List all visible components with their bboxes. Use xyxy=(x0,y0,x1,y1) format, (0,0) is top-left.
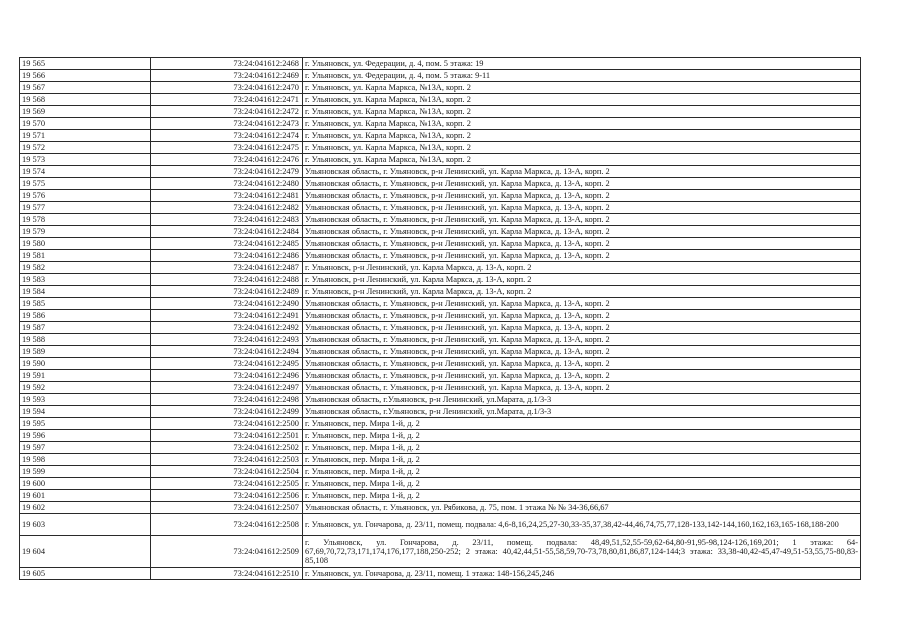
row-number-cell: 19 580 xyxy=(20,238,151,250)
table-row xyxy=(20,536,861,568)
address-cell: г. Ульяновск, пер. Мира 1-й, д. 2 xyxy=(303,418,861,430)
table-row xyxy=(20,334,861,346)
table-row xyxy=(20,310,861,322)
cadastral-number-cell: 73:24:041612:2500 xyxy=(151,418,303,430)
address-cell: Ульяновская область, г. Ульяновск, р-н Ленинский, ул. Карла Маркса, д. 13-А, корп. 2 xyxy=(303,214,861,226)
cadastral-number-cell: 73:24:041612:2495 xyxy=(151,358,303,370)
table-row xyxy=(20,142,861,154)
table-row xyxy=(20,70,861,82)
address-cell: Ульяновская область, г. Ульяновск, р-н Ленинский, ул. Карла Маркса, д. 13-А, корп. 2 xyxy=(303,250,861,262)
table-row xyxy=(20,568,861,580)
row-number-cell: 19 568 xyxy=(20,94,151,106)
table-row xyxy=(20,166,861,178)
row-number-cell: 19 602 xyxy=(20,502,151,514)
cadastral-number-cell: 73:24:041612:2481 xyxy=(151,190,303,202)
cadastral-number-cell: 73:24:041612:2498 xyxy=(151,394,303,406)
row-number-cell: 19 569 xyxy=(20,106,151,118)
table-row xyxy=(20,106,861,118)
address-cell: г. Ульяновск, р-н Ленинский, ул. Карла Маркса, д. 13-А, корп. 2 xyxy=(303,286,861,298)
address-cell: Ульяновская область, г. Ульяновск, р-н Ленинский, ул. Карла Маркса, д. 13-А, корп. 2 xyxy=(303,202,861,214)
row-number-cell: 19 574 xyxy=(20,166,151,178)
address-cell: Ульяновская область, г.Ульяновск, р-н Ленинский, ул.Марата, д.1/3-3 xyxy=(303,406,861,418)
table-row xyxy=(20,382,861,394)
cadastral-number-cell: 73:24:041612:2496 xyxy=(151,370,303,382)
cadastral-number-cell: 73:24:041612:2502 xyxy=(151,442,303,454)
cadastral-number-cell: 73:24:041612:2475 xyxy=(151,142,303,154)
row-number-cell: 19 582 xyxy=(20,262,151,274)
cadastral-number-cell: 73:24:041612:2468 xyxy=(151,58,303,70)
cadastral-table xyxy=(19,57,861,580)
row-number-cell: 19 584 xyxy=(20,286,151,298)
row-number-cell: 19 598 xyxy=(20,454,151,466)
row-number-cell: 19 577 xyxy=(20,202,151,214)
row-number-cell: 19 593 xyxy=(20,394,151,406)
row-number-cell: 19 597 xyxy=(20,442,151,454)
row-number-cell: 19 604 xyxy=(20,536,151,568)
table-row xyxy=(20,478,861,490)
address-cell: Ульяновская область, г. Ульяновск, р-н Ленинский, ул. Карла Маркса, д. 13-А, корп. 2 xyxy=(303,298,861,310)
row-number-cell: 19 578 xyxy=(20,214,151,226)
address-cell: г. Ульяновск, ул. Федерации, д. 4, пом. 5 этажа: 9-11 xyxy=(303,70,861,82)
row-number-cell: 19 571 xyxy=(20,130,151,142)
address-cell: Ульяновская область, г. Ульяновск, р-н Ленинский, ул. Карла Маркса, д. 13-А, корп. 2 xyxy=(303,238,861,250)
table-row xyxy=(20,202,861,214)
address-cell: Ульяновская область, г. Ульяновск, р-н Ленинский, ул. Карла Маркса, д. 13-А, корп. 2 xyxy=(303,310,861,322)
address-cell: г. Ульяновск, ул. Гончарова, д. 23/11, помещ. 1 этажа: 148-156,245,246 xyxy=(303,568,861,580)
address-cell: г. Ульяновск, пер. Мира 1-й, д. 2 xyxy=(303,454,861,466)
row-number-cell: 19 579 xyxy=(20,226,151,238)
address-cell: г. Ульяновск, ул. Карла Маркса, №13А, корп. 2 xyxy=(303,118,861,130)
address-cell: г. Ульяновск, пер. Мира 1-й, д. 2 xyxy=(303,466,861,478)
address-cell: г. Ульяновск, ул. Карла Маркса, №13А, корп. 2 xyxy=(303,94,861,106)
cadastral-number-cell: 73:24:041612:2469 xyxy=(151,70,303,82)
cadastral-number-cell: 73:24:041612:2474 xyxy=(151,130,303,142)
row-number-cell: 19 595 xyxy=(20,418,151,430)
cadastral-number-cell: 73:24:041612:2504 xyxy=(151,466,303,478)
address-cell: Ульяновская область, г. Ульяновск, р-н Ленинский, ул. Карла Маркса, д. 13-А, корп. 2 xyxy=(303,382,861,394)
row-number-cell: 19 570 xyxy=(20,118,151,130)
address-cell: г. Ульяновск, ул. Карла Маркса, №13А, корп. 2 xyxy=(303,154,861,166)
row-number-cell: 19 576 xyxy=(20,190,151,202)
row-number-cell: 19 603 xyxy=(20,514,151,536)
address-cell: Ульяновская область, г. Ульяновск, р-н Ленинский, ул. Карла Маркса, д. 13-А, корп. 2 xyxy=(303,322,861,334)
address-cell: г. Ульяновск, пер. Мира 1-й, д. 2 xyxy=(303,490,861,502)
address-cell: Ульяновская область, г. Ульяновск, р-н Ленинский, ул. Карла Маркса, д. 13-А, корп. 2 xyxy=(303,370,861,382)
row-number-cell: 19 586 xyxy=(20,310,151,322)
cadastral-number-cell: 73:24:041612:2503 xyxy=(151,454,303,466)
row-number-cell: 19 566 xyxy=(20,70,151,82)
cadastral-number-cell: 73:24:041612:2470 xyxy=(151,82,303,94)
cadastral-number-cell: 73:24:041612:2480 xyxy=(151,178,303,190)
cadastral-number-cell: 73:24:041612:2505 xyxy=(151,478,303,490)
cadastral-number-cell: 73:24:041612:2491 xyxy=(151,310,303,322)
address-cell: Ульяновская область, г. Ульяновск, р-н Ленинский, ул. Карла Маркса, д. 13-А, корп. 2 xyxy=(303,358,861,370)
cadastral-number-cell: 73:24:041612:2509 xyxy=(151,536,303,568)
table-row xyxy=(20,274,861,286)
table-row xyxy=(20,430,861,442)
address-cell: г. Ульяновск, ул. Карла Маркса, №13А, корп. 2 xyxy=(303,106,861,118)
table-row xyxy=(20,394,861,406)
address-cell: г. Ульяновск, пер. Мира 1-й, д. 2 xyxy=(303,478,861,490)
table-row xyxy=(20,250,861,262)
table-row xyxy=(20,226,861,238)
cadastral-number-cell: 73:24:041612:2485 xyxy=(151,238,303,250)
address-cell: Ульяновская область, г. Ульяновск, р-н Ленинский, ул. Карла Маркса, д. 13-А, корп. 2 xyxy=(303,226,861,238)
cadastral-number-cell: 73:24:041612:2484 xyxy=(151,226,303,238)
address-cell: г. Ульяновск, ул. Гончарова, д. 23/11, помещ. подвала: 4,6-8,16,24,25,27-30,33-35,37,38,42-44,46,74,75,77,128-133,142-144,160,162,163,165-168,188-200 xyxy=(303,514,861,536)
address-cell: Ульяновская область, г. Ульяновск, ул. Рябикова, д. 75, пом. 1 этажа № № 34-36,66,67 xyxy=(303,502,861,514)
table-row xyxy=(20,418,861,430)
row-number-cell: 19 588 xyxy=(20,334,151,346)
cadastral-number-cell: 73:24:041612:2497 xyxy=(151,382,303,394)
cadastral-number-cell: 73:24:041612:2473 xyxy=(151,118,303,130)
row-number-cell: 19 589 xyxy=(20,346,151,358)
table-row xyxy=(20,322,861,334)
row-number-cell: 19 592 xyxy=(20,382,151,394)
row-number-cell: 19 587 xyxy=(20,322,151,334)
table-row xyxy=(20,118,861,130)
address-cell: Ульяновская область, г.Ульяновск, р-н Ленинский, ул.Марата, д.1/3-3 xyxy=(303,394,861,406)
address-cell: г. Ульяновск, ул. Гончарова, д. 23/11, помещ. подвала: 48,49,51,52,55-59,62-64,80-91,95-98,124-126,169,201; 1 этажа: 64-67,69,70,72,73,171,174,176,177,188,250-252; 2 этажа: 40,42,44,51-55,58,59,70-73,78,80,81,86,87,124-144;3 этажа: 33,38-40,42-45,47-49,51-53,55,75-80,83-85,108 xyxy=(303,536,861,568)
table-row xyxy=(20,94,861,106)
row-number-cell: 19 581 xyxy=(20,250,151,262)
address-cell: Ульяновская область, г. Ульяновск, р-н Ленинский, ул. Карла Маркса, д. 13-А, корп. 2 xyxy=(303,178,861,190)
row-number-cell: 19 599 xyxy=(20,466,151,478)
address-cell: г. Ульяновск, ул. Федерации, д. 4, пом. 5 этажа: 19 xyxy=(303,58,861,70)
cadastral-number-cell: 73:24:041612:2506 xyxy=(151,490,303,502)
row-number-cell: 19 590 xyxy=(20,358,151,370)
row-number-cell: 19 583 xyxy=(20,274,151,286)
cadastral-number-cell: 73:24:041612:2488 xyxy=(151,274,303,286)
cadastral-number-cell: 73:24:041612:2479 xyxy=(151,166,303,178)
cadastral-number-cell: 73:24:041612:2482 xyxy=(151,202,303,214)
table-body xyxy=(20,58,861,580)
address-cell: г. Ульяновск, р-н Ленинский, ул. Карла Маркса, д. 13-А, корп. 2 xyxy=(303,262,861,274)
address-cell: г. Ульяновск, ул. Карла Маркса, №13А, корп. 2 xyxy=(303,130,861,142)
cadastral-number-cell: 73:24:041612:2487 xyxy=(151,262,303,274)
table-row xyxy=(20,502,861,514)
address-cell: Ульяновская область, г. Ульяновск, р-н Ленинский, ул. Карла Маркса, д. 13-А, корп. 2 xyxy=(303,190,861,202)
row-number-cell: 19 591 xyxy=(20,370,151,382)
row-number-cell: 19 565 xyxy=(20,58,151,70)
cadastral-number-cell: 73:24:041612:2472 xyxy=(151,106,303,118)
table-row xyxy=(20,298,861,310)
address-cell: Ульяновская область, г. Ульяновск, р-н Ленинский, ул. Карла Маркса, д. 13-А, корп. 2 xyxy=(303,346,861,358)
address-cell: Ульяновская область, г. Ульяновск, р-н Ленинский, ул. Карла Маркса, д. 13-А, корп. 2 xyxy=(303,166,861,178)
cadastral-number-cell: 73:24:041612:2483 xyxy=(151,214,303,226)
cadastral-number-cell: 73:24:041612:2494 xyxy=(151,346,303,358)
table-row xyxy=(20,442,861,454)
table-row xyxy=(20,178,861,190)
table-row xyxy=(20,262,861,274)
cadastral-number-cell: 73:24:041612:2486 xyxy=(151,250,303,262)
cadastral-number-cell: 73:24:041612:2471 xyxy=(151,94,303,106)
row-number-cell: 19 573 xyxy=(20,154,151,166)
table-row xyxy=(20,514,861,536)
table-row xyxy=(20,286,861,298)
row-number-cell: 19 601 xyxy=(20,490,151,502)
table-row xyxy=(20,370,861,382)
cadastral-number-cell: 73:24:041612:2493 xyxy=(151,334,303,346)
cadastral-number-cell: 73:24:041612:2507 xyxy=(151,502,303,514)
address-cell: Ульяновская область, г. Ульяновск, р-н Ленинский, ул. Карла Маркса, д. 13-А, корп. 2 xyxy=(303,334,861,346)
address-cell: г. Ульяновск, р-н Ленинский, ул. Карла Маркса, д. 13-А, корп. 2 xyxy=(303,274,861,286)
table-row xyxy=(20,154,861,166)
cadastral-number-cell: 73:24:041612:2499 xyxy=(151,406,303,418)
row-number-cell: 19 594 xyxy=(20,406,151,418)
registry-sheet xyxy=(19,57,860,580)
cadastral-number-cell: 73:24:041612:2490 xyxy=(151,298,303,310)
cadastral-number-cell: 73:24:041612:2489 xyxy=(151,286,303,298)
row-number-cell: 19 572 xyxy=(20,142,151,154)
cadastral-number-cell: 73:24:041612:2508 xyxy=(151,514,303,536)
address-cell: г. Ульяновск, ул. Карла Маркса, №13А, корп. 2 xyxy=(303,82,861,94)
table-row xyxy=(20,490,861,502)
table-row xyxy=(20,346,861,358)
table-row xyxy=(20,130,861,142)
table-row xyxy=(20,82,861,94)
row-number-cell: 19 596 xyxy=(20,430,151,442)
table-row xyxy=(20,58,861,70)
address-cell: г. Ульяновск, пер. Мира 1-й, д. 2 xyxy=(303,430,861,442)
row-number-cell: 19 575 xyxy=(20,178,151,190)
cadastral-number-cell: 73:24:041612:2476 xyxy=(151,154,303,166)
address-cell: г. Ульяновск, ул. Карла Маркса, №13А, корп. 2 xyxy=(303,142,861,154)
table-row xyxy=(20,358,861,370)
cadastral-number-cell: 73:24:041612:2510 xyxy=(151,568,303,580)
table-row xyxy=(20,214,861,226)
table-row xyxy=(20,406,861,418)
row-number-cell: 19 600 xyxy=(20,478,151,490)
cadastral-number-cell: 73:24:041612:2492 xyxy=(151,322,303,334)
table-row xyxy=(20,190,861,202)
table-row xyxy=(20,466,861,478)
table-row xyxy=(20,454,861,466)
row-number-cell: 19 605 xyxy=(20,568,151,580)
address-cell: г. Ульяновск, пер. Мира 1-й, д. 2 xyxy=(303,442,861,454)
table-row xyxy=(20,238,861,250)
cadastral-number-cell: 73:24:041612:2501 xyxy=(151,430,303,442)
row-number-cell: 19 585 xyxy=(20,298,151,310)
row-number-cell: 19 567 xyxy=(20,82,151,94)
